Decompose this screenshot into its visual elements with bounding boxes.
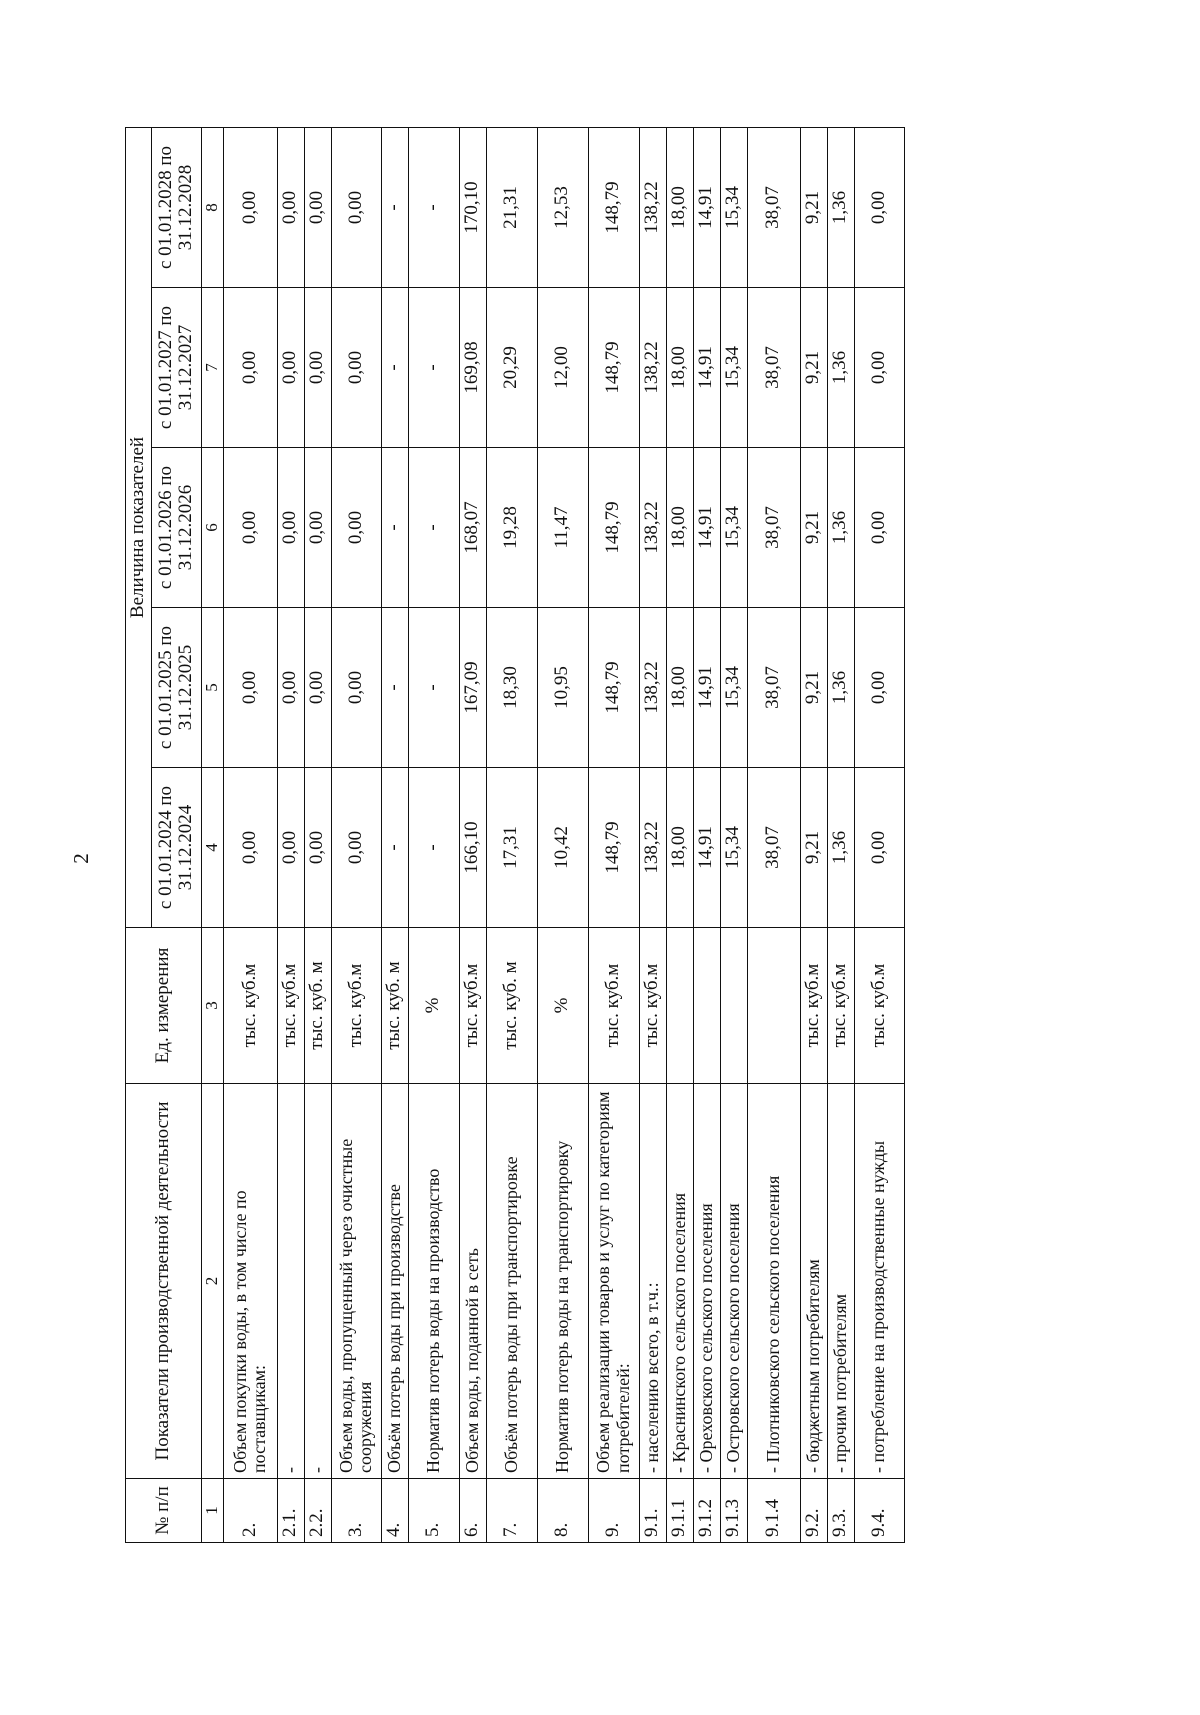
- row-value-3: 0,00: [223, 448, 277, 608]
- row-name: - Островского сельского поселения: [720, 1084, 747, 1479]
- row-value-5: 138,22: [639, 127, 666, 287]
- row-value-4: 0,00: [277, 288, 304, 448]
- row-value-3: 14,91: [693, 448, 720, 608]
- row-value-4: 15,34: [720, 288, 747, 448]
- row-value-2: 1,36: [827, 608, 854, 768]
- row-value-5: 148,79: [588, 127, 639, 287]
- row-unit: тыс. куб.м: [459, 928, 486, 1084]
- row-name: - Краснинского сельского поселения: [666, 1084, 693, 1479]
- col-index-2: 2: [201, 1084, 223, 1479]
- table-row: [537, 127, 588, 1542]
- row-name: - населению всего, в т.ч.:: [639, 1084, 666, 1479]
- table-row: [854, 127, 904, 1542]
- row-unit: тыс. куб.м: [827, 928, 854, 1084]
- row-value-2: -: [381, 608, 408, 768]
- row-value-4: 1,36: [827, 288, 854, 448]
- row-name: -: [277, 1084, 304, 1479]
- row-value-2: 0,00: [854, 608, 904, 768]
- row-value-1: 15,34: [720, 768, 747, 928]
- table-row: [459, 127, 486, 1542]
- row-unit: [666, 928, 693, 1084]
- row-value-1: -: [381, 768, 408, 928]
- row-unit: тыс. куб.м: [588, 928, 639, 1084]
- row-value-1: 148,79: [588, 768, 639, 928]
- col-index-7: 7: [201, 288, 223, 448]
- table-row: [381, 127, 408, 1542]
- row-value-1: 17,31: [486, 768, 537, 928]
- header-period-4: с 01.01.2027 по 31.12.2027: [151, 288, 201, 448]
- row-num: 5.: [408, 1479, 459, 1543]
- row-num: 9.1.2: [693, 1479, 720, 1543]
- row-value-3: 0,00: [304, 448, 331, 608]
- row-num: 2.1.: [277, 1479, 304, 1543]
- table-row: [277, 127, 304, 1542]
- row-value-5: 1,36: [827, 127, 854, 287]
- row-value-5: 170,10: [459, 127, 486, 287]
- row-value-3: 148,79: [588, 448, 639, 608]
- row-value-3: 19,28: [486, 448, 537, 608]
- row-name: Объём потерь воды при производстве: [381, 1084, 408, 1479]
- row-value-5: 18,00: [666, 127, 693, 287]
- row-value-1: 10,42: [537, 768, 588, 928]
- row-num: 9.1.3: [720, 1479, 747, 1543]
- row-unit: тыс. куб. м: [304, 928, 331, 1084]
- row-num: 4.: [381, 1479, 408, 1543]
- row-unit: тыс. куб.м: [800, 928, 827, 1084]
- row-name: Объём потерь воды при транспортировке: [486, 1084, 537, 1479]
- row-value-5: 21,31: [486, 127, 537, 287]
- row-unit: тыс. куб.м: [223, 928, 277, 1084]
- row-value-2: 15,34: [720, 608, 747, 768]
- header-group: Величина показателей: [126, 127, 152, 927]
- row-unit: тыс. куб. м: [381, 928, 408, 1084]
- col-index-5: 5: [201, 608, 223, 768]
- row-value-3: 11,47: [537, 448, 588, 608]
- col-index-6: 6: [201, 448, 223, 608]
- row-value-2: 0,00: [277, 608, 304, 768]
- row-name: Объем воды, поданной в сеть: [459, 1084, 486, 1479]
- row-name: - Плотниковского сельского поселения: [747, 1084, 800, 1479]
- col-index-4: 4: [201, 768, 223, 928]
- table-row: [486, 127, 537, 1542]
- row-num: 9.4.: [854, 1479, 904, 1543]
- row-name: - потребление на производственные нужды: [854, 1084, 904, 1479]
- row-value-4: 0,00: [304, 288, 331, 448]
- row-value-4: 148,79: [588, 288, 639, 448]
- row-name: - бюджетным потребителям: [800, 1084, 827, 1479]
- header-num: № п/п: [126, 1479, 202, 1543]
- table-row: [588, 127, 639, 1542]
- row-num: 2.: [223, 1479, 277, 1543]
- row-value-5: 14,91: [693, 127, 720, 287]
- row-value-5: 12,53: [537, 127, 588, 287]
- header-name: Показатели производственной деятельности: [126, 1084, 202, 1479]
- row-unit: [747, 928, 800, 1084]
- row-value-3: 168,07: [459, 448, 486, 608]
- row-num: 9.1.4: [747, 1479, 800, 1543]
- row-name: - прочим потребителям: [827, 1084, 854, 1479]
- row-value-3: 1,36: [827, 448, 854, 608]
- row-value-4: 169,08: [459, 288, 486, 448]
- page-number: 2: [68, 853, 93, 864]
- row-num: 7.: [486, 1479, 537, 1543]
- row-value-5: -: [408, 127, 459, 287]
- row-value-4: 18,00: [666, 288, 693, 448]
- row-value-1: 1,36: [827, 768, 854, 928]
- row-num: 9.3.: [827, 1479, 854, 1543]
- row-value-3: 0,00: [854, 448, 904, 608]
- row-value-2: 138,22: [639, 608, 666, 768]
- header-period-5: с 01.01.2028 по 31.12.2028: [151, 127, 201, 287]
- row-unit: [693, 928, 720, 1084]
- row-num: 9.2.: [800, 1479, 827, 1543]
- header-unit: Ед. измерения: [126, 928, 202, 1084]
- row-value-5: 15,34: [720, 127, 747, 287]
- table-row: [304, 127, 331, 1542]
- row-value-2: 148,79: [588, 608, 639, 768]
- row-value-1: 166,10: [459, 768, 486, 928]
- row-value-4: 12,00: [537, 288, 588, 448]
- row-num: 3.: [331, 1479, 381, 1543]
- row-value-4: 14,91: [693, 288, 720, 448]
- row-value-1: 0,00: [223, 768, 277, 928]
- col-index-3: 3: [201, 928, 223, 1084]
- row-value-3: -: [381, 448, 408, 608]
- row-value-4: -: [381, 288, 408, 448]
- row-value-2: 0,00: [304, 608, 331, 768]
- row-value-1: -: [408, 768, 459, 928]
- row-value-5: 0,00: [304, 127, 331, 287]
- row-value-1: 18,00: [666, 768, 693, 928]
- row-value-1: 0,00: [331, 768, 381, 928]
- table-row: [639, 127, 666, 1542]
- col-index-8: 8: [201, 127, 223, 287]
- row-num: 8.: [537, 1479, 588, 1543]
- row-value-3: 38,07: [747, 448, 800, 608]
- row-value-3: 138,22: [639, 448, 666, 608]
- row-unit: [720, 928, 747, 1084]
- row-unit: %: [408, 928, 459, 1084]
- row-unit: тыс. куб. м: [486, 928, 537, 1084]
- row-name: Объем покупки воды, в том числе по поставщикам:: [223, 1084, 277, 1479]
- row-value-3: -: [408, 448, 459, 608]
- row-num: 9.: [588, 1479, 639, 1543]
- row-name: -: [304, 1084, 331, 1479]
- row-value-4: 0,00: [854, 288, 904, 448]
- row-name: Норматив потерь воды на производство: [408, 1084, 459, 1479]
- row-value-2: 0,00: [331, 608, 381, 768]
- indicators-table: [125, 127, 905, 1543]
- row-unit: тыс. куб.м: [639, 928, 666, 1084]
- row-value-1: 0,00: [277, 768, 304, 928]
- row-value-1: 0,00: [304, 768, 331, 928]
- table-row: [747, 127, 800, 1542]
- table-row: [693, 127, 720, 1542]
- row-value-2: 14,91: [693, 608, 720, 768]
- table-row: [800, 127, 827, 1542]
- row-name: Объем реализации товаров и услуг по категориям потребителей:: [588, 1084, 639, 1479]
- row-value-2: -: [408, 608, 459, 768]
- col-index-1: 1: [201, 1479, 223, 1543]
- table-row: [331, 127, 381, 1542]
- row-value-3: 18,00: [666, 448, 693, 608]
- row-value-3: 9,21: [800, 448, 827, 608]
- table-row: [408, 127, 459, 1542]
- header-period-3: с 01.01.2026 по 31.12.2026: [151, 448, 201, 608]
- row-value-5: 0,00: [854, 127, 904, 287]
- row-value-5: 38,07: [747, 127, 800, 287]
- table-row: [223, 127, 277, 1542]
- row-value-5: 0,00: [223, 127, 277, 287]
- row-value-5: 0,00: [331, 127, 381, 287]
- row-name: Норматив потерь воды на транспортировку: [537, 1084, 588, 1479]
- row-value-4: 20,29: [486, 288, 537, 448]
- row-unit: тыс. куб.м: [331, 928, 381, 1084]
- row-num: 6.: [459, 1479, 486, 1543]
- rotated-table-container: [125, 128, 1130, 1543]
- row-value-4: -: [408, 288, 459, 448]
- header-period-2: с 01.01.2025 по 31.12.2025: [151, 608, 201, 768]
- table-row: [720, 127, 747, 1542]
- row-value-5: -: [381, 127, 408, 287]
- row-value-5: 9,21: [800, 127, 827, 287]
- row-value-4: 0,00: [223, 288, 277, 448]
- row-name: Объем воды, пропущенный через очистные сооружения: [331, 1084, 381, 1479]
- row-unit: тыс. куб.м: [277, 928, 304, 1084]
- row-unit: тыс. куб.м: [854, 928, 904, 1084]
- row-value-1: 9,21: [800, 768, 827, 928]
- row-value-2: 18,00: [666, 608, 693, 768]
- row-value-3: 15,34: [720, 448, 747, 608]
- row-value-2: 10,95: [537, 608, 588, 768]
- row-value-2: 18,30: [486, 608, 537, 768]
- row-value-1: 14,91: [693, 768, 720, 928]
- row-value-3: 0,00: [277, 448, 304, 608]
- table-body: [223, 127, 904, 1542]
- row-num: 9.1.1: [666, 1479, 693, 1543]
- row-name: - Ореховского сельского поселения: [693, 1084, 720, 1479]
- row-value-1: 38,07: [747, 768, 800, 928]
- row-value-2: 38,07: [747, 608, 800, 768]
- header-period-1: с 01.01.2024 по 31.12.2024: [151, 768, 201, 928]
- row-value-4: 0,00: [331, 288, 381, 448]
- row-value-2: 9,21: [800, 608, 827, 768]
- row-value-1: 0,00: [854, 768, 904, 928]
- row-value-3: 0,00: [331, 448, 381, 608]
- row-num: 9.1.: [639, 1479, 666, 1543]
- row-value-1: 138,22: [639, 768, 666, 928]
- table-row: [827, 127, 854, 1542]
- row-value-2: 167,09: [459, 608, 486, 768]
- table-row: [666, 127, 693, 1542]
- row-value-2: 0,00: [223, 608, 277, 768]
- row-value-4: 9,21: [800, 288, 827, 448]
- row-num: 2.2.: [304, 1479, 331, 1543]
- row-unit: %: [537, 928, 588, 1084]
- row-value-4: 38,07: [747, 288, 800, 448]
- row-value-5: 0,00: [277, 127, 304, 287]
- row-value-4: 138,22: [639, 288, 666, 448]
